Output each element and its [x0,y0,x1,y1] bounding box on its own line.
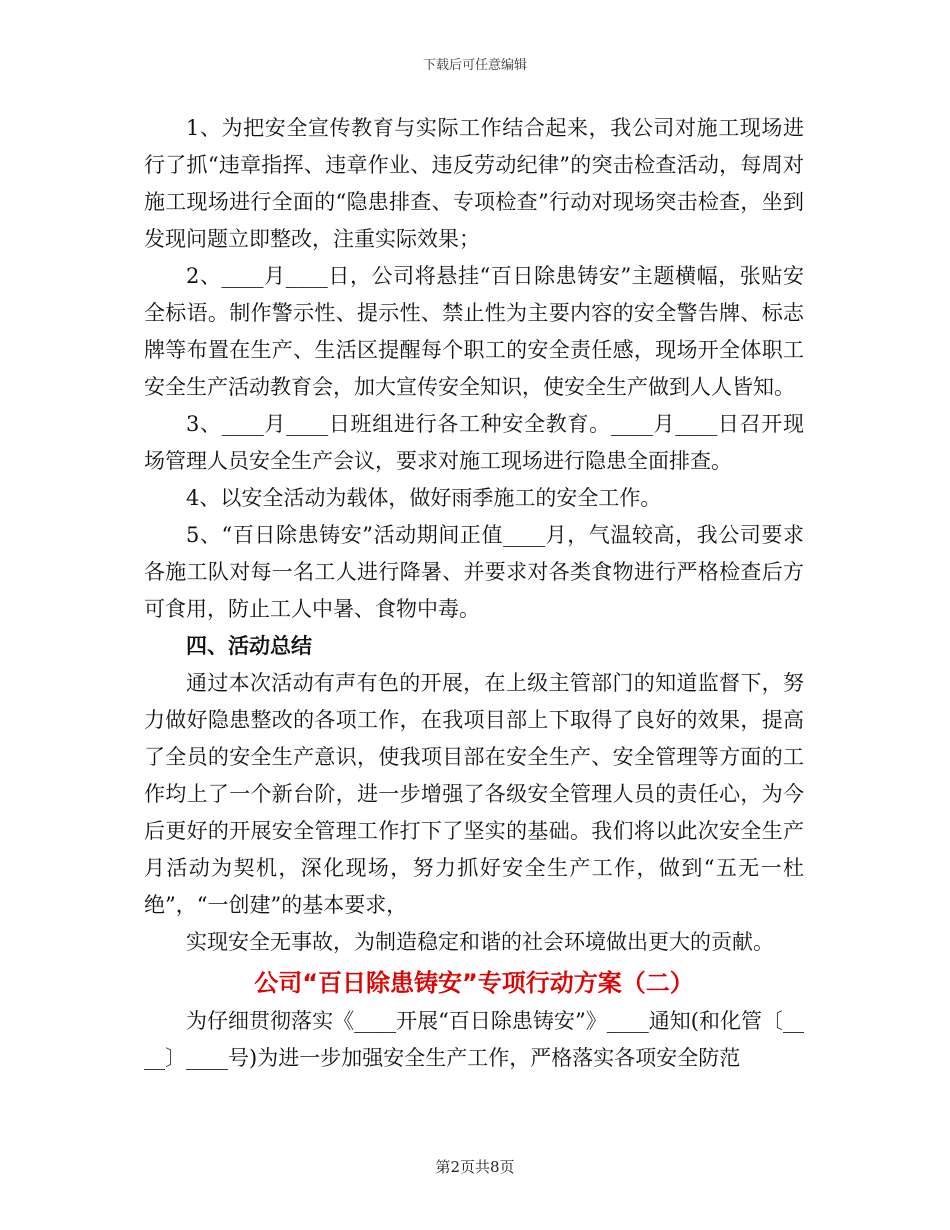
intro-paragraph: 为仔细贯彻落实《____开展“百日除患铸安”》____通知(和化管〔____〕____号)为进一步加强安全生产工作，严格落实各项安全防范 [144,1009,804,1070]
page-number: 第2页共8页 [435,1158,515,1176]
page-header-note: 下载后可任意编辑 [422,58,527,73]
list-item-3: 3、____月____日班组进行各工种安全教育。____月____日召开现场管理人员安全生产会议，要求对施工现场进行隐患全面排查。 [144,412,804,473]
list-item-2: 2、____月____日，公司将悬挂“百日除患铸安”主题横幅，张贴安全标语。制作警示性、提示性、禁止性为主要内容的安全警告牌、标志牌等布置在生产、生活区提醒每个职工的安全责任感，现场开全体职工安全生产活动教育会，加大宣传安全知识，使安全生产做到人人皆知。 [144,264,804,399]
summary-paragraph: 通过本次活动有声有色的开展，在上级主管部门的知道监督下，努力做好隐患整改的各项工作，在我项目部上下取得了良好的效果，提高了全员的安全生产意识，使我项目部在安全生产、安全管理等方面的工作均上了一个新台阶，进一步增强了各级安全管理人员的责任心，为今后更好的开展安全管理工作打下了坚实的基础。我们将以此次安全生产月活动为契机，深化现场，努力抓好安全生产工作，做到“五无一杜绝”，“一创建”的基本要求， [144,671,804,917]
list-item-4: 4、以安全活动为载体，做好雨季施工的安全工作。 [186,486,662,510]
section-heading-summary: 四、活动总结 [186,634,312,658]
summary-conclusion: 实现安全无事故，为制造稳定和谐的社会环境做出更大的贡献。 [186,930,774,954]
list-item-1: 1、为把安全宣传教育与实际工作结合起来，我公司对施工现场进行了抓“违章指挥、违章作业、违反劳动纪律”的突击检查活动，每周对施工现场进行全面的“隐患排查、专项检查”行动对现场突击检查，坐到发现问题立即整改，注重实际效果； [144,116,804,251]
list-item-5: 5、“百日除患铸安”活动期间正值____月，气温较高，我公司要求各施工队对每一名工人进行降暑、并要求对各类食物进行严格检查后方可食用，防止工人中暑、食物中毒。 [144,523,804,621]
document-body [144,110,804,1077]
section-title: 公司“百日除患铸安”专项行动方案（二） [254,969,694,997]
